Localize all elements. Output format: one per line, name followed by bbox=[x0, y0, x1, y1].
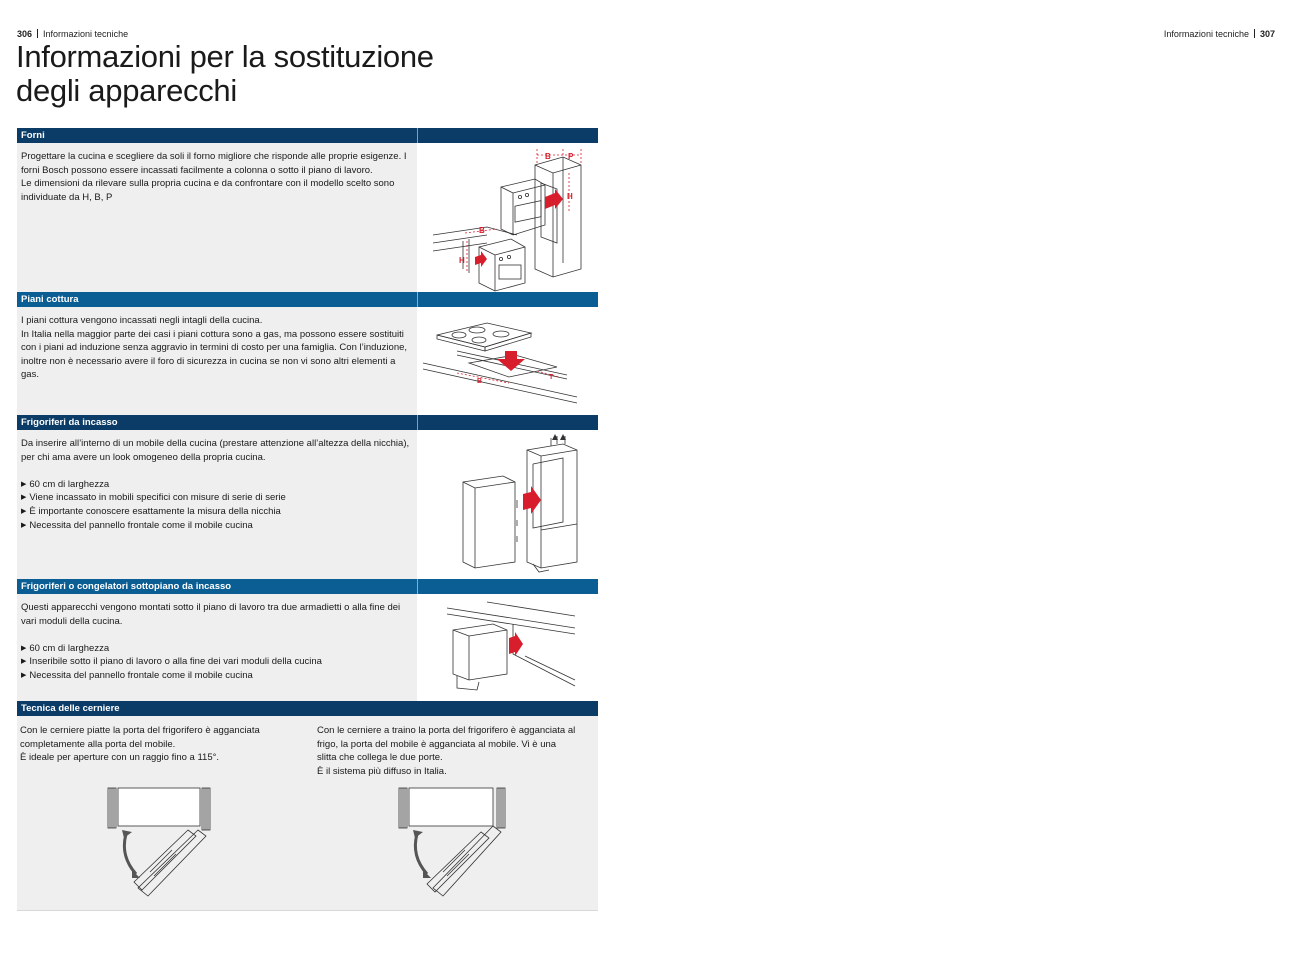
page-header-left bbox=[17, 29, 128, 39]
section-text-frigo bbox=[17, 430, 417, 579]
header-separator bbox=[37, 29, 38, 38]
dim-label-b: B bbox=[477, 378, 483, 385]
section-text-sottopiano bbox=[17, 594, 417, 701]
dim-label-h: H bbox=[459, 256, 465, 265]
section-title: Tecnica delle cerniere bbox=[21, 703, 120, 714]
section-header-piani bbox=[17, 292, 598, 307]
dim-label-b: B bbox=[479, 226, 485, 235]
header-divider bbox=[417, 292, 418, 307]
flat-hinge-diagram bbox=[102, 786, 222, 902]
page-number: 306 bbox=[17, 29, 33, 39]
hob-illustration bbox=[417, 307, 598, 415]
paragraph: I piani cottura vengono incassati negli intagli della cucina. bbox=[21, 315, 263, 326]
section-header-frigo bbox=[17, 415, 598, 430]
paragraph: Progettare la cucina e scegliere da soli il forno migliore che risponde alle proprie esigenze. I forni Bosch possono essere incassati facilmente a colonna o sotto il piano di lavoro. bbox=[21, 151, 407, 176]
bullet-list bbox=[21, 642, 412, 683]
dim-label-t: T bbox=[549, 374, 554, 381]
sliding-hinge-diagram bbox=[393, 786, 513, 902]
paragraph: Con le cerniere a traino la porta del frigorifero è agganciata al frigo, la porta del mobile è agganciata al mobile. Vi è una slitta che collega le due porte. bbox=[317, 725, 576, 764]
section-body-cerniere bbox=[17, 716, 598, 911]
header-divider bbox=[417, 579, 418, 594]
title-line-2: degli apparecchi bbox=[16, 73, 237, 108]
bullet-item: ▶ 60 cm di larghezza bbox=[21, 642, 412, 656]
page-number: 307 bbox=[1259, 29, 1275, 39]
bullet-item: ▶ Necessita del pannello frontale come il mobile cucina bbox=[21, 669, 412, 683]
page-header-right bbox=[1164, 29, 1275, 39]
undercounter-illustration bbox=[417, 594, 598, 701]
oven-drawing bbox=[417, 143, 598, 292]
header-separator bbox=[1254, 29, 1255, 38]
section-title: Forni bbox=[21, 130, 45, 141]
paragraph: È il sistema più diffuso in Italia. bbox=[317, 765, 447, 777]
paragraph: In Italia nella maggior parte dei casi i piani cottura sono a gas, ma possono essere sostituiti con i piani ad induzione senza aggravio in termini di costo per una famiglia. Con l’induzione, inoltre non è necessario avere il foro di sicurezza in cucina se non vi sono altri elementi a gas. bbox=[21, 328, 408, 381]
header-divider bbox=[417, 128, 418, 143]
section-title: Frigoriferi o congelatori sottopiano da incasso bbox=[21, 581, 232, 592]
paragraph: Le dimensioni da rilevare sulla propria cucina e da confrontare con il modello scelto sono individuate da H, B, P bbox=[21, 178, 395, 203]
dim-label-b: B bbox=[545, 152, 551, 161]
title-line-1: Informazioni per la sostituzione bbox=[16, 39, 434, 74]
section-title: Piani cottura bbox=[21, 294, 79, 305]
section-header-sottopiano bbox=[17, 579, 598, 594]
hinge-flat-column bbox=[20, 724, 300, 765]
bullet-item: ▶ 60 cm di larghezza bbox=[21, 478, 412, 492]
dim-label-p: P bbox=[568, 152, 574, 161]
bullet-item: ▶ Viene incassato in mobili specifici con misure di serie di serie bbox=[21, 491, 412, 505]
bullet-list bbox=[21, 478, 412, 532]
fridge-illustration bbox=[417, 430, 598, 579]
section-header-cerniere bbox=[17, 701, 598, 716]
dim-label-h: H bbox=[567, 192, 573, 201]
paragraph: È ideale per aperture con un raggio fino a 115°. bbox=[20, 752, 220, 764]
section-text-forni bbox=[17, 143, 417, 292]
header-label: Informazioni tecniche bbox=[43, 29, 129, 39]
section-title: Frigoriferi da incasso bbox=[21, 417, 118, 428]
paragraph: Questi apparecchi vengono montati sotto il piano di lavoro tra due armadietti o alla fine dei vari moduli della cucina. bbox=[21, 602, 401, 627]
section-header-forni bbox=[17, 128, 598, 143]
header-divider bbox=[417, 415, 418, 430]
fridge-drawing bbox=[417, 430, 598, 579]
page-title bbox=[16, 40, 434, 108]
hob-drawing bbox=[417, 307, 598, 415]
bullet-item: ▶ È importante conoscere esattamente la misura della nicchia bbox=[21, 505, 412, 519]
bullet-item: ▶ Inseribile sotto il piano di lavoro o alla fine dei vari moduli della cucina bbox=[21, 655, 412, 669]
paragraph: Con le cerniere piatte la porta del frigorifero è agganciata completamente alla porta del mobile. bbox=[20, 725, 260, 750]
header-label: Informazioni tecniche bbox=[1163, 29, 1249, 39]
section-text-piani bbox=[17, 307, 417, 415]
oven-illustration bbox=[417, 143, 598, 292]
paragraph: Da inserire all’interno di un mobile della cucina (prestare attenzione all’altezza della nicchia), per chi ama avere un look omogeneo della propria cucina. bbox=[21, 438, 410, 463]
bullet-item: ▶ Necessita del pannello frontale come il mobile cucina bbox=[21, 519, 412, 533]
hinge-sliding-column bbox=[317, 724, 577, 778]
undercounter-drawing bbox=[417, 594, 598, 701]
